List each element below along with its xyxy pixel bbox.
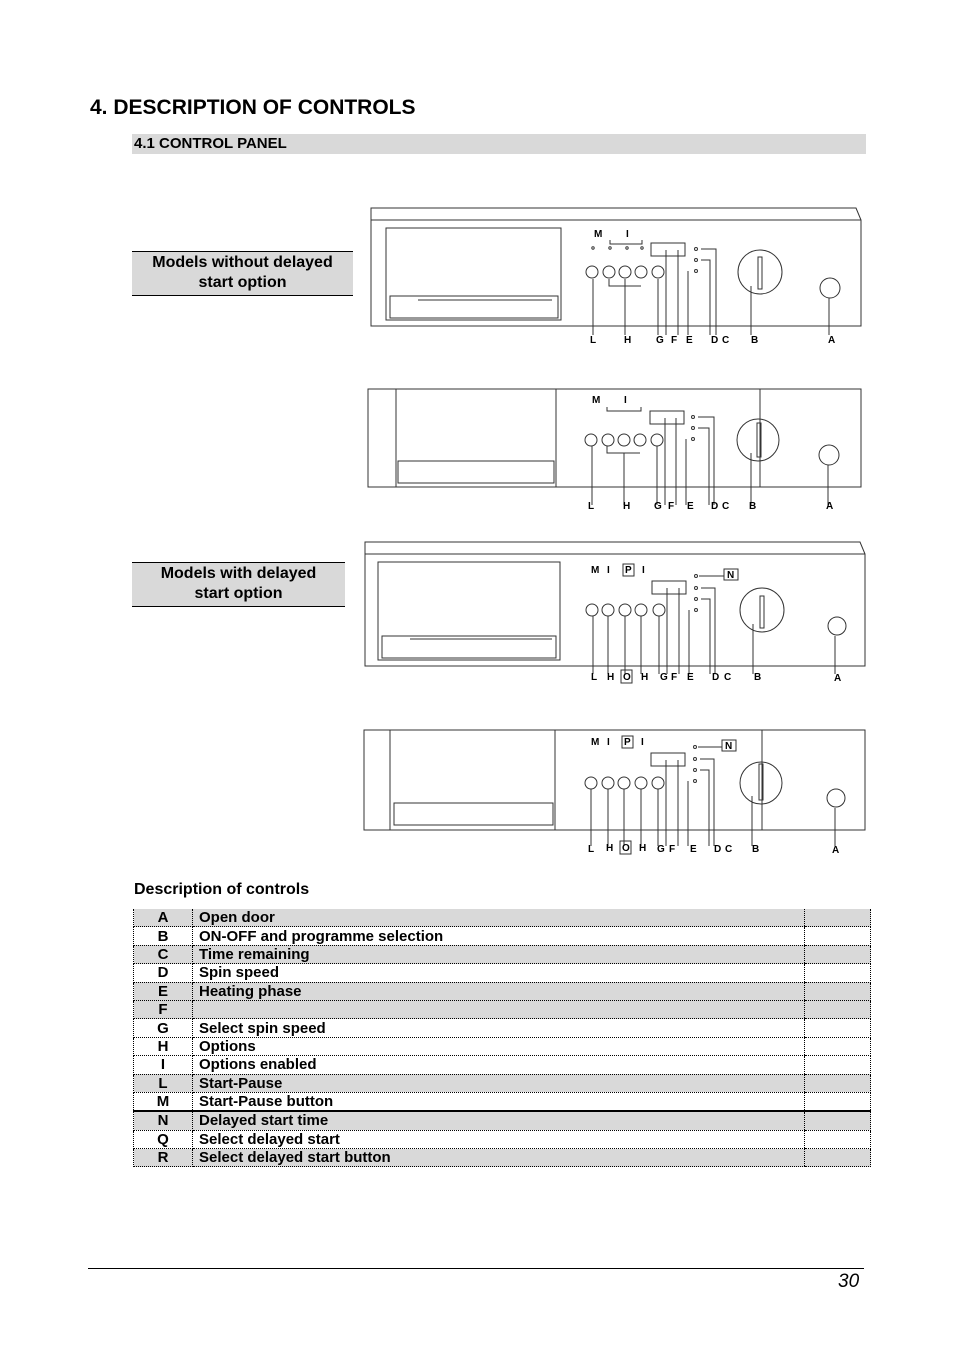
blank-cell [805,927,871,945]
table-row [134,982,871,1000]
table-row [134,1019,871,1037]
label-line-2: start option [198,274,287,291]
panel-letter-i: I [624,395,627,406]
panel-letter-b: B [751,335,759,346]
control-letter: H [134,1037,193,1055]
panel-letter-i: I [607,737,610,748]
blank-cell [805,1149,871,1167]
control-panel-diagram-1 [366,200,866,350]
control-letter: Q [134,1130,193,1148]
panel-letter-g: G [660,672,668,683]
panel-letter-d: D [714,844,722,855]
panel-letter-n: N [727,570,735,581]
panel-letter-h: H [607,672,615,683]
blank-cell [805,1056,871,1074]
label-line-1: Models without delayed [152,254,333,271]
panel-letter-m: M [594,229,603,240]
blank-cell [805,1000,871,1018]
panel-letter-e: E [687,672,694,683]
panel-letter-c: C [724,672,732,683]
panel-letter-g: G [654,501,662,512]
control-letter: G [134,1019,193,1037]
panel-letter-g: G [657,844,665,855]
panel-letter-l: L [588,844,595,855]
table-row [134,1074,871,1092]
panel-letter-e: E [686,335,693,346]
panel-letter-o: O [622,843,630,854]
label-models-with-delayed [132,562,345,607]
panel-letter-a: A [834,673,842,684]
control-letter: I [134,1056,193,1074]
panel-letter-n: N [725,741,733,752]
panel-letter-b: B [752,844,760,855]
blank-cell [805,1037,871,1055]
control-letter: A [134,909,193,927]
blank-cell [805,909,871,927]
control-letter: M [134,1092,193,1111]
panel-letter-e: E [690,844,697,855]
table-row [134,1111,871,1130]
panel-letter-o: O [623,672,631,683]
panel-letter-d: D [712,672,720,683]
panel-letter-a: A [826,501,834,512]
panel-letter-i-2: I [642,565,645,576]
table-row [134,964,871,982]
control-letter: R [134,1149,193,1167]
control-description: Start-Pause button [193,1092,805,1111]
table-row [134,1130,871,1148]
blank-cell [805,945,871,963]
panel-letter-f: F [668,501,675,512]
control-description: Time remaining [193,945,805,963]
table-row [134,1056,871,1074]
panel-letter-i: I [626,229,629,240]
label-line-1: Models with delayed [160,565,317,582]
panel-letter-l: L [590,335,597,346]
control-description: Select spin speed [193,1019,805,1037]
control-letter: C [134,945,193,963]
control-description: Options [193,1037,805,1055]
panel-letter-i: I [607,565,610,576]
panel-letter-e: E [687,501,694,512]
table-row [134,927,871,945]
control-description: Delayed start time [193,1111,805,1130]
panel-letter-g: G [656,335,664,346]
label-line-2: start option [194,585,283,602]
table-row [134,945,871,963]
blank-cell [805,1092,871,1111]
table-row [134,909,871,927]
panel-letter-h: H [623,501,631,512]
control-panel-diagram-4 [362,726,867,856]
panel-letter-m: M [591,565,600,576]
control-description: Select delayed start button [193,1149,805,1167]
panel-letter-a: A [832,845,840,856]
table-row [134,1037,871,1055]
panel-letter-l: L [591,672,598,683]
panel-letter-c: C [725,844,733,855]
panel-letter-b: B [749,501,757,512]
description-heading: Description of controls [134,881,310,898]
control-letter: B [134,927,193,945]
panel-letter-d: D [711,335,719,346]
footer-rule [88,1268,864,1269]
control-letter: F [134,1000,193,1018]
panel-letter-b: B [754,672,762,683]
page-title: 4. DESCRIPTION OF CONTROLS [90,96,416,119]
panel-letter-c: C [722,335,730,346]
section-heading: 4.1 CONTROL PANEL [132,134,866,154]
panel-letter-h-2: H [639,843,647,854]
panel-letter-p: P [625,565,632,576]
panel-letter-c: C [722,501,730,512]
blank-cell [805,964,871,982]
page-number: 30 [838,1271,860,1292]
panel-letter-f: F [669,844,676,855]
blank-cell [805,1130,871,1148]
panel-letter-l: L [588,501,595,512]
control-description: Open door [193,909,805,927]
panel-letter-h-2: H [641,672,649,683]
control-letter: N [134,1111,193,1130]
panel-letter-a: A [828,335,836,346]
control-letter: E [134,982,193,1000]
label-models-without-delayed [132,251,353,296]
control-description: Start-Pause [193,1074,805,1092]
blank-cell [805,1111,871,1130]
blank-cell [805,982,871,1000]
control-letter: D [134,964,193,982]
control-panel-diagram-2 [366,385,866,520]
panel-letter-f: F [671,335,678,346]
table-row [134,1092,871,1111]
table-row [134,1000,871,1018]
control-panel-diagram-3 [362,536,867,686]
control-description: Heating phase [193,982,805,1000]
control-letter: L [134,1074,193,1092]
panel-letter-h: H [606,843,614,854]
panel-letter-p: P [624,737,631,748]
blank-cell [805,1019,871,1037]
control-description: Select delayed start [193,1130,805,1148]
control-description: Options enabled [193,1056,805,1074]
table-row [134,1149,871,1167]
panel-letter-i-2: I [641,737,644,748]
control-description [193,1000,805,1018]
panel-letter-f: F [671,672,678,683]
control-description: Spin speed [193,964,805,982]
panel-letter-m: M [591,737,600,748]
panel-letter-m: M [592,395,601,406]
blank-cell [805,1074,871,1092]
controls-table [133,909,871,1167]
panel-letter-d: D [711,501,719,512]
control-description: ON-OFF and programme selection [193,927,805,945]
panel-letter-h: H [624,335,632,346]
